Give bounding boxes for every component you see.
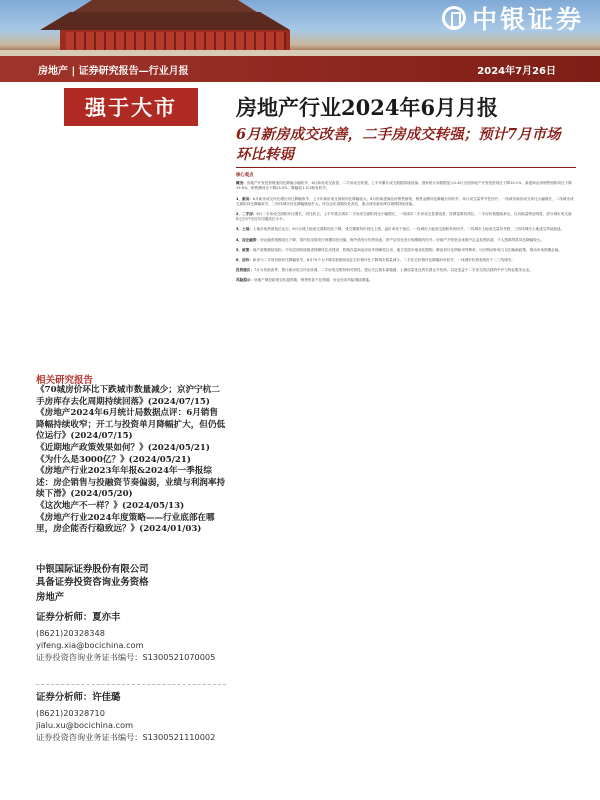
related-report-link[interactable]: 《70城房价环比下跌城市数量减少；京沪宁杭二手房库存去化周期持续回落》(2024/07/15) (36, 385, 220, 407)
related-reports-list (36, 385, 226, 536)
report-title: 房地产行业2024年6月月报 (236, 95, 499, 120)
analyst-phone: (8621)20328348 (36, 628, 105, 638)
report-date: 2024年7月26日 (477, 65, 556, 77)
analyst-name: 许佳璐 (92, 692, 121, 703)
boc-logo-icon (442, 6, 466, 30)
related-reports-heading: 相关研究报告 (36, 375, 94, 386)
body-paragraph (236, 212, 574, 222)
sector-label: 房地产 (36, 592, 65, 603)
sidebar-divider (36, 684, 226, 685)
analyst-cert: 证券投资咨询业务证书编号：S1300521110002 (36, 732, 216, 742)
paragraph-text: 新房与二手房价格环比降幅收窄。6月70个大中城市新建商品住宅价格环比下降城市数量减少，二手住宅价格环比降幅有所收窄，一线城市价格表现好于二三线城市。 (252, 258, 515, 263)
paragraph-text: 6月新房成交环比增长同比降幅收窄，上半年新房成交面积同比降幅较大。6月份新建商品房销售面积、销售金额同比降幅分别收窄，单月成交量季节性回升；一线城市新房成交环比大幅增长，二线城市成交面积同比降幅收窄，三四线城市同比降幅继续扩大。库存去化周期仍处高位，重点城市新房库存规模持续回落。 (236, 196, 574, 206)
body-paragraph (236, 197, 574, 207)
paragraph-text: 土地市场热度低位运行。6月百城土地成交面积同比下降，成交楼面均价同比上涨，溢价率处于低位；一线城市土地成交面积有所回升，二线城市土地成交量价齐跌，三四线城市土地成交持续低迷。 (252, 227, 565, 232)
palace-roof (40, 12, 290, 30)
body-paragraph (236, 278, 574, 283)
rating-badge: 强于大市 (64, 88, 198, 126)
related-report-link[interactable]: 《房地产行业2024年度策略——行业底部在哪里，房企能否行稳致远？》(2024/01/03) (36, 512, 215, 535)
paragraph-lead: 投资建议： (236, 268, 254, 273)
related-report-link[interactable]: 《这次地产不一样？》(2024/05/13) (36, 500, 185, 511)
paragraph-text: 7月为传统淡季，预计新房成交环比转弱，二手房成交维持相对韧性。建议关注基本面稳健、土储质量优良的央国企开发商，以及受益于二手房交易活跃的中介与物业服务企业。 (253, 268, 533, 273)
paragraph-text: 6月二手房成交面积环比增长，同比转正。上半年重点城市二手房成交面积同比小幅增长，一线城市二手房成交显著改善，挂牌量维持高位，二手房价格继续承压。以价换量特征明显，部分城市成交面积已回升至近年同期高位水平。 (236, 212, 572, 222)
paragraph-lead: 3．土地： (236, 227, 253, 232)
analyst-email[interactable]: yifeng.xia@bocichina.com (36, 640, 144, 650)
paragraph-text: 房企融资规模同比下降，国内信用债发行规模同比回落，海外债发行仍然低迷；资产证券化发行规模略有回升。房地产开发资金来源中定金及预收款、个人按揭贷款同比降幅较大。 (260, 237, 544, 242)
title-divider (236, 167, 576, 168)
analyst-heading (36, 692, 226, 704)
analyst-phone: (8621)20328710 (36, 708, 105, 718)
paragraph-lead: 4．房企融资： (236, 237, 261, 242)
analyst-label: 证券分析师： (36, 612, 93, 623)
body-paragraph (236, 238, 574, 243)
related-report-link[interactable]: 《为什么是3000亿？》(2024/05/21) (36, 454, 191, 465)
brand-logo (360, 0, 600, 36)
paragraph-lead: 风险提示： (236, 278, 254, 283)
report-subtitle: 6月新房成交改善，二手房成交转强；预计7月市场环比转弱 (236, 126, 561, 163)
paragraph-text: 房地产调控政策变化超预期，销售恢复不及预期，房企信用风险继续暴露。 (253, 278, 373, 283)
body-paragraph (236, 181, 574, 191)
brand-name: 中银证券 (471, 5, 584, 34)
paragraph-text: 房地产开发投资增速同比降幅小幅收窄，6月新房成交改善，二手房成交转强，上半年累计成交数据持续回落。国家统计局数据显示1-6月全国房地产开发投资同比下降10.1%，新建商品房销售面积同比下降19.0%，销售额同比下降25.0%，降幅较1-5月略有收窄。 (236, 181, 572, 191)
analyst-name: 夏亦丰 (92, 612, 121, 623)
report-body (236, 171, 574, 783)
related-report-link[interactable]: 《房地产行业2023年年报&2024年一季报综述：房企销售与投融资节奏偏弱，业绩与利润率持续下滑》(2024/05/20) (36, 466, 226, 500)
paragraph-lead: 2．二手房： (236, 212, 257, 217)
paragraph-lead: 5．政策： (236, 247, 253, 252)
related-report-link[interactable]: 《近期地产政策效果如何？》(2024/05/21) (36, 442, 210, 453)
analyst-email[interactable]: jialu.xu@bocichina.com (36, 720, 134, 730)
header-banner (0, 0, 600, 56)
section-heading: 核心观点 (236, 173, 254, 178)
analyst-label: 证券分析师： (36, 692, 93, 703)
analyst-heading (36, 612, 226, 624)
body-paragraph (236, 268, 574, 273)
breadcrumb: 房地产 | 证券研究报告—行业月报 (38, 65, 189, 77)
related-report-link[interactable]: 《房地产2024年6月统计局数据点评：6月销售降幅持续收窄；开工与投资单月降幅扩大，但仍低位运行》(2024/07/15) (36, 408, 226, 442)
body-paragraph (236, 227, 574, 232)
report-category-bar (0, 56, 600, 82)
paragraph-lead: 6．房价： (236, 258, 253, 263)
analyst-cert: 证券投资咨询业务证书编号：S1300521070005 (36, 652, 216, 662)
paragraph-text: 地产政策继续宽松。中央层面持续推进保障性住房建设、收购存量商品房用作保障性住房，地方层面多地优化限购、降低首付比例和房贷利率，出台购房补贴与以旧换新政策，推动市场预期企稳。 (252, 247, 562, 252)
analyst-card (36, 612, 226, 663)
body-paragraph (236, 248, 574, 253)
paragraph-lead: 概况： (236, 181, 247, 186)
organization-info: 中银国际证券股份有限公司 具备证券投资咨询业务资格 (36, 564, 149, 588)
body-paragraph (236, 258, 574, 263)
paragraph-lead: 1．新房： (236, 196, 253, 201)
analyst-card (36, 692, 226, 743)
